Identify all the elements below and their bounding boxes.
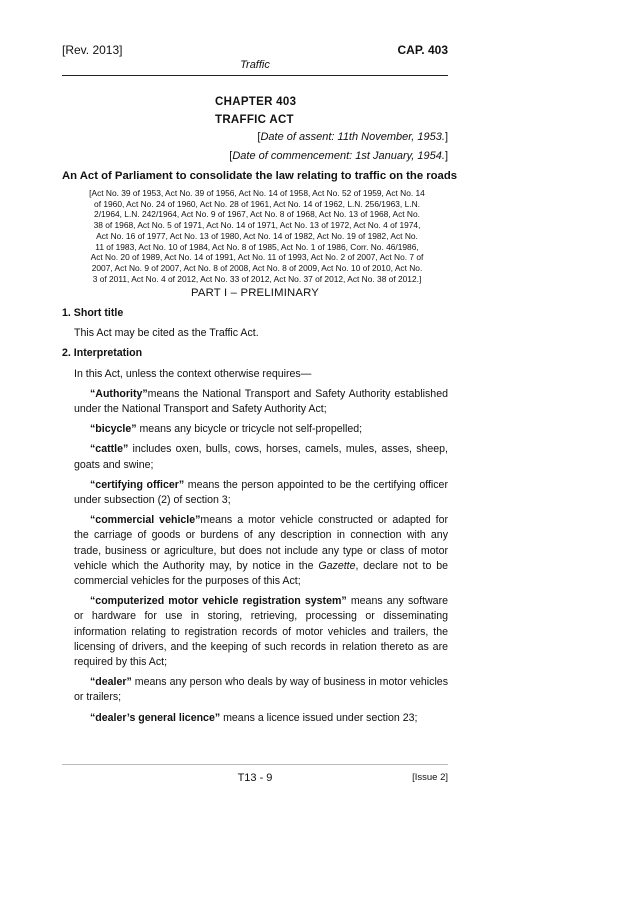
part-heading: PART I – PRELIMINARY: [190, 287, 320, 299]
defined-term: “computerized motor vehicle registration system”: [90, 595, 347, 608]
defined-term: “cattle”: [90, 443, 129, 456]
date-of-commencement: [Date of commencement: 1st January, 1954.]: [229, 150, 448, 162]
section-2-title: 2. Interpretation: [62, 347, 143, 360]
header-chapter-ref: CAP. 403: [397, 43, 448, 57]
definition-computerized-registration-system: “computerized motor vehicle registration system” means any software or hardware for use in storing, retrieving, processing or disseminating information relating to registration records of motor vehicles and trailers, the licensing of drivers, and the keeping of such records in relation thereto as are required by this Act;: [74, 595, 448, 669]
amendment-line: 11 of 1983, Act No. 10 of 1984, Act No. 8 of 1985, Act No. 1 of 1986, Corr. No. 46/1986,: [95, 241, 419, 252]
section-1-title: 1. Short title: [62, 307, 124, 319]
amendment-line: 2007, Act No. 9 of 2007, Act No. 8 of 2008, Act No. 8 of 2009, Act No. 10 of 2010, Act No.: [91, 262, 423, 273]
page-number: T13 - 9: [237, 772, 273, 784]
definition-commercial-vehicle: “commercial vehicle”means a motor vehicle constructed or adapted for the carriage of goods or burdens of any description in connection with any trade, business or agriculture, but does not include any type or class of motor vehicle which the Authority may, by notice in the Gazette, declare not to be commercial vehicles for the purposes of this Act;: [74, 514, 448, 588]
amendment-line: 3 of 2011, Act No. 4 of 2012, Act No. 33 of 2012, Act No. 37 of 2012, Act No. 38 of 2012.]: [92, 273, 422, 284]
section-1-text: This Act may be cited as the Traffic Act.: [74, 327, 259, 340]
amendment-line: Act No. 20 of 1989, Act No. 14 of 1991, Act No. 11 of 1993, Act No. 2 of 2007, Act No. 7 of: [90, 252, 424, 263]
defined-term: “dealer”: [90, 676, 132, 689]
act-heading: TRAFFIC ACT: [215, 114, 294, 126]
amendment-line: Act No. 16 of 1977, Act No. 13 of 1980, Act No. 14 of 1982, Act No. 19 of 1982, Act No.: [96, 230, 418, 241]
definition-dealer: “dealer” means any person who deals by way of business in motor vehicles or trailers;: [74, 676, 448, 704]
definition-cattle: “cattle” includes oxen, bulls, cows, horses, camels, mules, asses, sheep, goats and swine;: [74, 443, 448, 471]
issue-number: [Issue 2]: [412, 772, 448, 783]
defined-term: “Authority”: [90, 387, 148, 400]
amendment-line: 38 of 1968, Act No. 5 of 1971, Act No. 14 of 1971, Act No. 13 of 1972, Act No. 4 of 1974,: [93, 220, 421, 231]
amendment-line: [Act No. 39 of 1953, Act No. 39 of 1956, Act No. 14 of 1958, Act No. 52 of 1959, Act No. 14: [89, 188, 425, 198]
section-2-intro: In this Act, unless the context otherwise requires—: [74, 367, 312, 380]
amendment-line: of 1960, Act No. 24 of 1960, Act No. 28 of 1961, Act No. 14 of 1962, L.N. 256/1963, L.N.: [94, 198, 420, 209]
act-body: [62, 304, 448, 726]
header-revision: [Rev. 2013]: [62, 43, 123, 57]
defined-term: “bicycle”: [90, 423, 137, 436]
definition-bicycle: “bicycle” means any bicycle or tricycle not self-propelled;: [90, 423, 363, 436]
definition-dealers-general-licence: “dealer’s general licence” means a licence issued under section 23;: [90, 711, 418, 724]
header-rule: [62, 75, 448, 76]
definition-authority: “Authority”means the National Transport and Safety Authority established under the National Transport and Safety Authority Act;: [74, 387, 448, 416]
definition-certifying-officer: “certifying officer” means the person appointed to be the certifying officer under subsection (2) of section 3;: [74, 478, 448, 507]
amendment-list: [73, 188, 441, 284]
defined-term: “commercial vehicle”: [90, 514, 201, 527]
date-of-assent: [Date of assent: 11th November, 1953.]: [257, 131, 448, 143]
long-title: An Act of Parliament to consolidate the law relating to traffic on the roads: [62, 170, 458, 182]
defined-term: “dealer’s general licence”: [90, 711, 221, 724]
chapter-heading: CHAPTER 403: [215, 96, 297, 108]
header-running-title: Traffic: [240, 59, 270, 71]
defined-term: “certifying officer”: [90, 478, 185, 491]
footer-rule: [62, 764, 448, 765]
amendment-line: 2/1964, L.N. 242/1964, Act No. 9 of 1967, Act No. 8 of 1968, Act No. 13 of 1968, Act No.: [94, 209, 420, 220]
